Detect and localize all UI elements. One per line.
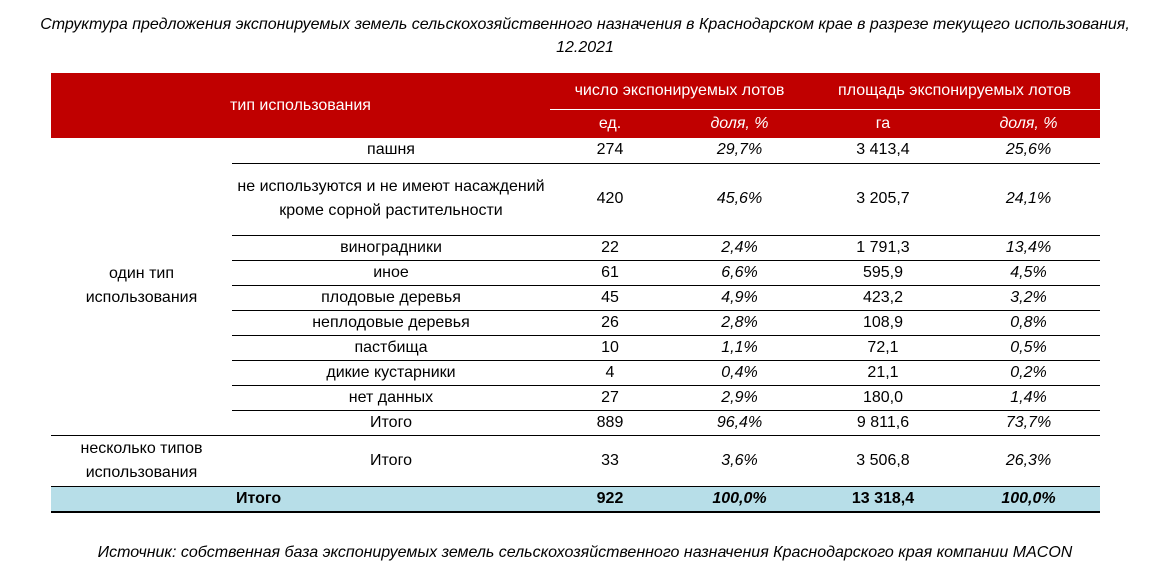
- row-ha: 108,9: [809, 310, 957, 335]
- row-share: 2,9%: [670, 385, 809, 410]
- header-share: доля, %: [670, 110, 809, 139]
- header-ha: га: [809, 110, 957, 139]
- row-ha: 9 811,6: [809, 410, 957, 435]
- row-name: Итого: [232, 435, 550, 486]
- total-name: Итого: [51, 486, 550, 512]
- table-row: [51, 138, 1100, 163]
- total-units: 922: [550, 486, 670, 512]
- row-name: иное: [232, 260, 550, 285]
- table-row: [51, 435, 1100, 486]
- row-ha: 1 791,3: [809, 235, 957, 260]
- row-units: 22: [550, 235, 670, 260]
- row-share: 2,8%: [670, 310, 809, 335]
- row-units: 27: [550, 385, 670, 410]
- row-ha: 595,9: [809, 260, 957, 285]
- row-share-ha: 26,3%: [957, 435, 1100, 486]
- row-share: 3,6%: [670, 435, 809, 486]
- row-share: 1,1%: [670, 335, 809, 360]
- row-share-ha: 1,4%: [957, 385, 1100, 410]
- header-area: площадь экспонируемых лотов: [809, 73, 1100, 110]
- row-units: 33: [550, 435, 670, 486]
- row-ha: 423,2: [809, 285, 957, 310]
- row-name: пастбища: [232, 335, 550, 360]
- row-ha: 3 205,7: [809, 163, 957, 235]
- row-share-ha: 0,2%: [957, 360, 1100, 385]
- total-share: 100,0%: [670, 486, 809, 512]
- row-share: 0,4%: [670, 360, 809, 385]
- row-ha: 3 413,4: [809, 138, 957, 163]
- page-title: Структура предложения экспонируемых земель сельскохозяйственного назначения в Краснодарском крае в разрезе текущего использования, 12.2021: [40, 16, 1130, 56]
- row-name: плодовые деревья: [232, 285, 550, 310]
- land-structure-table: [51, 73, 1100, 513]
- row-share-ha: 0,8%: [957, 310, 1100, 335]
- row-share: 45,6%: [670, 163, 809, 235]
- row-share: 2,4%: [670, 235, 809, 260]
- row-name: Итого: [232, 410, 550, 435]
- row-units: 10: [550, 335, 670, 360]
- row-share-ha: 4,5%: [957, 260, 1100, 285]
- row-share-ha: 13,4%: [957, 235, 1100, 260]
- row-share: 96,4%: [670, 410, 809, 435]
- row-ha: 3 506,8: [809, 435, 957, 486]
- row-ha: 72,1: [809, 335, 957, 360]
- row-share: 29,7%: [670, 138, 809, 163]
- row-share-ha: 3,2%: [957, 285, 1100, 310]
- row-name: дикие кустарники: [232, 360, 550, 385]
- row-units: 26: [550, 310, 670, 335]
- row-units: 45: [550, 285, 670, 310]
- row-name: нет данных: [232, 385, 550, 410]
- row-units: 274: [550, 138, 670, 163]
- row-name: пашня: [232, 138, 550, 163]
- row-share-ha: 25,6%: [957, 138, 1100, 163]
- header-share-ha: доля, %: [957, 110, 1100, 139]
- header-units: ед.: [550, 110, 670, 139]
- row-ha: 21,1: [809, 360, 957, 385]
- row-share-ha: 24,1%: [957, 163, 1100, 235]
- row-units: 4: [550, 360, 670, 385]
- header-lots: число экспонируемых лотов: [550, 73, 809, 110]
- group-multi: несколько типов использования: [51, 435, 232, 486]
- group-single: один тип использования: [51, 138, 232, 435]
- row-name: неплодовые деревья: [232, 310, 550, 335]
- row-share-ha: 73,7%: [957, 410, 1100, 435]
- row-name: не используются и не имеют насаждений кроме сорной растительности: [232, 163, 550, 235]
- header-type: тип использования: [51, 73, 550, 138]
- source-note: Источник: собственная база экспонируемых земель сельскохозяйственного назначения Краснодарского края компании MACON: [97, 544, 1073, 561]
- total-ha: 13 318,4: [809, 486, 957, 512]
- row-name: виноградники: [232, 235, 550, 260]
- row-units: 61: [550, 260, 670, 285]
- row-units: 889: [550, 410, 670, 435]
- row-ha: 180,0: [809, 385, 957, 410]
- header-row-1: [51, 73, 1100, 110]
- row-share-ha: 0,5%: [957, 335, 1100, 360]
- total-row: [51, 486, 1100, 512]
- row-units: 420: [550, 163, 670, 235]
- total-share-ha: 100,0%: [957, 486, 1100, 512]
- row-share: 6,6%: [670, 260, 809, 285]
- row-share: 4,9%: [670, 285, 809, 310]
